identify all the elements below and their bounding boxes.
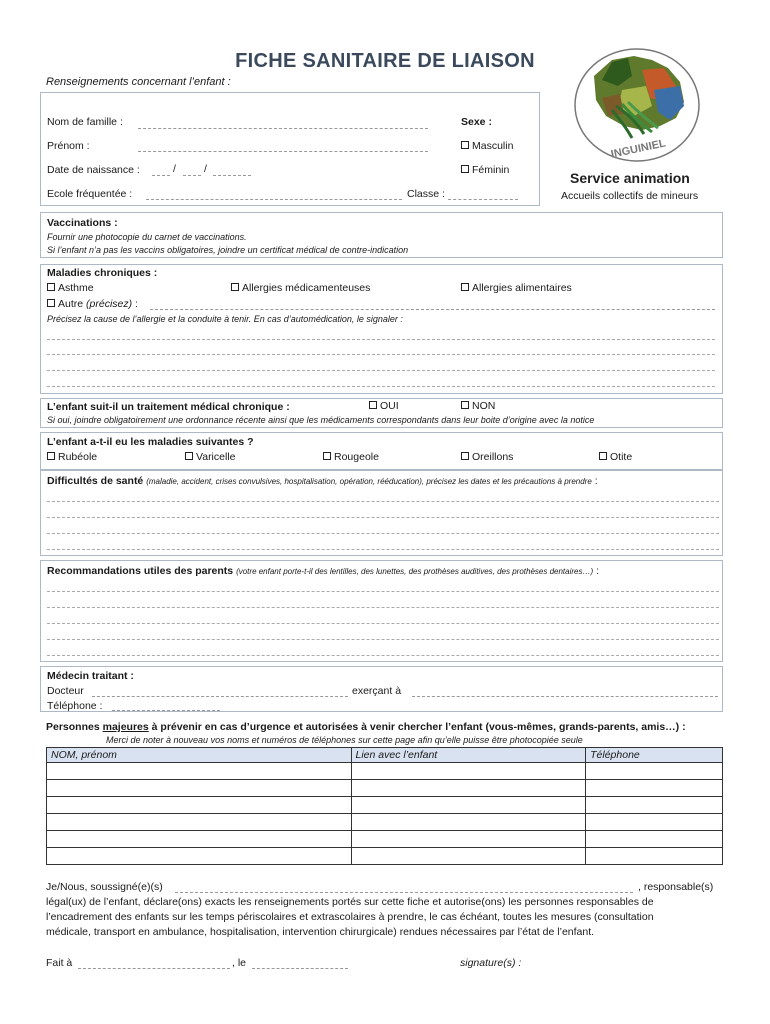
logo-inguiniel: [572, 46, 702, 164]
checkbox-icon: [47, 452, 55, 460]
recommandations-line-5[interactable]: [47, 655, 719, 656]
checkbox-masculin[interactable]: [461, 140, 513, 152]
checkbox-asthme[interactable]: [47, 282, 94, 294]
difficultes-colon: :: [594, 475, 598, 487]
cause-line-2[interactable]: [47, 354, 715, 355]
difficultes-title: Difficultés de santé: [47, 475, 144, 487]
medecin-title: Médecin traitant :: [47, 670, 134, 682]
table-cell[interactable]: [47, 763, 352, 780]
label-rougeole: Rougeole: [334, 451, 379, 463]
table-cell[interactable]: [351, 797, 586, 814]
table-row: [47, 831, 723, 848]
recommandations-line-3[interactable]: [47, 623, 719, 624]
checkbox-icon: [369, 401, 377, 409]
nom-input[interactable]: [138, 128, 428, 129]
checkbox-oreillons[interactable]: [461, 451, 513, 463]
traitement-note: Si oui, joindre obligatoirement une ordonnance récente ainsi que les médicaments correspondants dans leur boite d’origine avec la notice: [47, 415, 595, 425]
personnes-title-b: majeures: [102, 721, 149, 733]
docteur-input[interactable]: [92, 696, 348, 697]
label-telephone: Téléphone :: [47, 700, 103, 712]
col-lien: Lien avec l’enfant: [351, 748, 586, 763]
difficultes-line-2[interactable]: [47, 517, 719, 518]
logo-text: INGUINIEL: [609, 137, 667, 161]
label-sexe: Sexe :: [461, 116, 492, 128]
fait-input[interactable]: [78, 968, 230, 969]
checkbox-icon: [231, 283, 239, 291]
declaration-end: , responsable(s): [638, 881, 714, 893]
label-allergies-med: Allergies médicamenteuses: [242, 282, 371, 294]
soussigne-input[interactable]: [175, 892, 633, 893]
checkbox-icon: [185, 452, 193, 460]
table-cell[interactable]: [47, 831, 352, 848]
telephone-input[interactable]: [112, 710, 220, 711]
table-row: [47, 797, 723, 814]
label-naissance: Date de naissance :: [47, 164, 140, 176]
declaration-start: Je/Nous, soussigné(e)(s): [46, 881, 163, 893]
autre-input[interactable]: [150, 309, 715, 310]
exercant-input[interactable]: [412, 696, 718, 697]
table-cell[interactable]: [586, 814, 723, 831]
personnes-title-a: Personnes: [46, 721, 103, 733]
table-cell[interactable]: [351, 831, 586, 848]
cause-line-4[interactable]: [47, 386, 715, 387]
page-title: FICHE SANITAIRE DE LIAISON: [235, 50, 535, 72]
table-cell[interactable]: [351, 763, 586, 780]
table-cell[interactable]: [47, 797, 352, 814]
table-row: [47, 780, 723, 797]
label-non: NON: [472, 400, 496, 412]
date-input[interactable]: [252, 968, 348, 969]
maladies-eues-question: L’enfant a-t-il eu les maladies suivantes ?: [47, 436, 254, 448]
declaration-line-2: légal(ux) de l’enfant, déclare(ons) exacts les renseignements portés sur cette fiche et autorise(ons) les personnes responsables de: [46, 896, 654, 908]
checkbox-allergies-alim[interactable]: [461, 282, 572, 294]
vaccinations-title: Vaccinations :: [47, 217, 118, 229]
checkbox-icon: [461, 283, 469, 291]
checkbox-oui[interactable]: [369, 400, 399, 412]
checkbox-feminin[interactable]: [461, 164, 509, 176]
label-allergies-alim: Allergies alimentaires: [472, 282, 572, 294]
table-cell[interactable]: [47, 780, 352, 797]
recommandations-line-2[interactable]: [47, 607, 719, 608]
table-row: [47, 814, 723, 831]
checkbox-rubeole[interactable]: [47, 451, 97, 463]
label-varicelle: Varicelle: [196, 451, 236, 463]
label-autre: Autre: [58, 298, 84, 310]
table-cell[interactable]: [586, 763, 723, 780]
vaccinations-note-1: Fournir une photocopie du carnet de vaccinations.: [47, 232, 247, 242]
label-prenom: Prénom :: [47, 140, 90, 152]
service-subtitle: Accueils collectifs de mineurs: [561, 190, 699, 202]
checkbox-icon: [47, 283, 55, 291]
birth-day-input[interactable]: [152, 175, 170, 176]
checkbox-icon: [461, 401, 469, 409]
difficultes-heading: [47, 475, 598, 487]
label-classe: Classe :: [407, 188, 445, 200]
difficultes-line-1[interactable]: [47, 501, 719, 502]
checkbox-icon: [47, 299, 55, 307]
table-cell[interactable]: [351, 780, 586, 797]
service-title: Service animation: [570, 170, 690, 186]
date-sep-2: /: [204, 163, 207, 175]
cause-line-3[interactable]: [47, 370, 715, 371]
label-masculin: Masculin: [472, 140, 514, 152]
checkbox-icon: [323, 452, 331, 460]
maladies-title: Maladies chroniques :: [47, 267, 158, 279]
ecole-input[interactable]: [146, 199, 402, 200]
label-exercant: exerçant à: [352, 685, 402, 697]
table-cell[interactable]: [351, 814, 586, 831]
table-cell[interactable]: [586, 780, 723, 797]
label-signature: signature(s) :: [460, 957, 522, 969]
col-nom: NOM, prénom: [47, 748, 352, 763]
personnes-title: [46, 721, 686, 733]
contacts-table: [46, 747, 723, 865]
checkbox-autre[interactable]: [47, 298, 138, 310]
recommandations-title: Recommandations utiles des parents: [47, 565, 234, 577]
maladies-section: [40, 264, 723, 394]
table-cell[interactable]: [586, 797, 723, 814]
label-nom: Nom de famille :: [47, 116, 123, 128]
recommandations-heading: [47, 565, 599, 577]
table-cell[interactable]: [586, 831, 723, 848]
label-oui: OUI: [380, 400, 399, 412]
label-docteur: Docteur: [47, 685, 84, 697]
difficultes-line-3[interactable]: [47, 533, 719, 534]
difficultes-line-4[interactable]: [47, 549, 719, 550]
personnes-title-c: à prévenir en cas d’urgence et autorisées à venir chercher l’enfant (vous-mêmes, grands-parents, amis…) :: [148, 721, 686, 733]
label-fait: Fait à: [46, 957, 73, 969]
difficultes-detail: (maladie, accident, crises convulsives, hospitalisation, opération, rééducation), précisez les dates et les précautions à prendre: [146, 477, 592, 486]
label-feminin: Féminin: [472, 164, 510, 176]
col-telephone: Téléphone: [586, 748, 723, 763]
declaration-line-3: l’encadrement des enfants sur les temps périscolaires et extrascolaires à prendre, le cas échéant, toutes les mesures (consultation: [46, 911, 654, 923]
label-le: , le: [232, 957, 247, 969]
birth-year-input[interactable]: [213, 175, 251, 176]
checkbox-otite[interactable]: [599, 451, 632, 463]
vaccinations-note-2: Si l’enfant n’a pas les vaccins obligatoires, joindre un certificat médical de contre-indication: [47, 245, 409, 255]
checkbox-allergies-med[interactable]: [231, 282, 370, 294]
recommandations-colon: :: [596, 565, 599, 577]
section-subtitle: Renseignements concernant l’enfant :: [46, 76, 231, 88]
label-precisez: (précisez): [86, 298, 133, 310]
declaration-line-4: médicale, transport en ambulance, hospitalisation, intervention chirurgicale) rendues nécessaires par l’état de l’enfant.: [46, 926, 595, 938]
table-cell[interactable]: [351, 848, 586, 865]
table-row: [47, 763, 723, 780]
checkbox-varicelle[interactable]: [185, 451, 236, 463]
table-cell[interactable]: [47, 814, 352, 831]
checkbox-non[interactable]: [461, 400, 495, 412]
table-header-row: [47, 748, 723, 763]
cause-line-1[interactable]: [47, 339, 715, 340]
table-cell[interactable]: [47, 848, 352, 865]
recommandations-detail: (votre enfant porte-t-il des lentilles, des lunettes, des prothèses auditives, des prothèses dentaires…): [236, 567, 594, 576]
checkbox-rougeole[interactable]: [323, 451, 379, 463]
recommandations-line-1[interactable]: [47, 591, 719, 592]
birth-month-input[interactable]: [183, 175, 201, 176]
recommandations-line-4[interactable]: [47, 639, 719, 640]
checkbox-icon: [599, 452, 607, 460]
label-colon: :: [135, 298, 138, 310]
prenom-input[interactable]: [138, 151, 428, 152]
label-otite: Otite: [610, 451, 633, 463]
date-sep-1: /: [173, 163, 176, 175]
checkbox-icon: [461, 141, 469, 149]
label-rubeole: Rubéole: [58, 451, 98, 463]
cause-instruction: Précisez la cause de l’allergie et la conduite à tenir. En cas d’automédication, le signaler :: [47, 314, 403, 324]
checkbox-icon: [461, 165, 469, 173]
label-oreillons: Oreillons: [472, 451, 514, 463]
classe-input[interactable]: [448, 199, 518, 200]
table-row: [47, 848, 723, 865]
table-cell[interactable]: [586, 848, 723, 865]
label-ecole: Ecole fréquentée :: [47, 188, 133, 200]
personnes-note: Merci de noter à nouveau vos noms et numéros de téléphones sur cette page afin qu’elle puisse être photocopiée seule: [106, 735, 583, 745]
traitement-question: L’enfant suit-il un traitement médical chronique :: [47, 401, 290, 413]
checkbox-icon: [461, 452, 469, 460]
label-asthme: Asthme: [58, 282, 94, 294]
